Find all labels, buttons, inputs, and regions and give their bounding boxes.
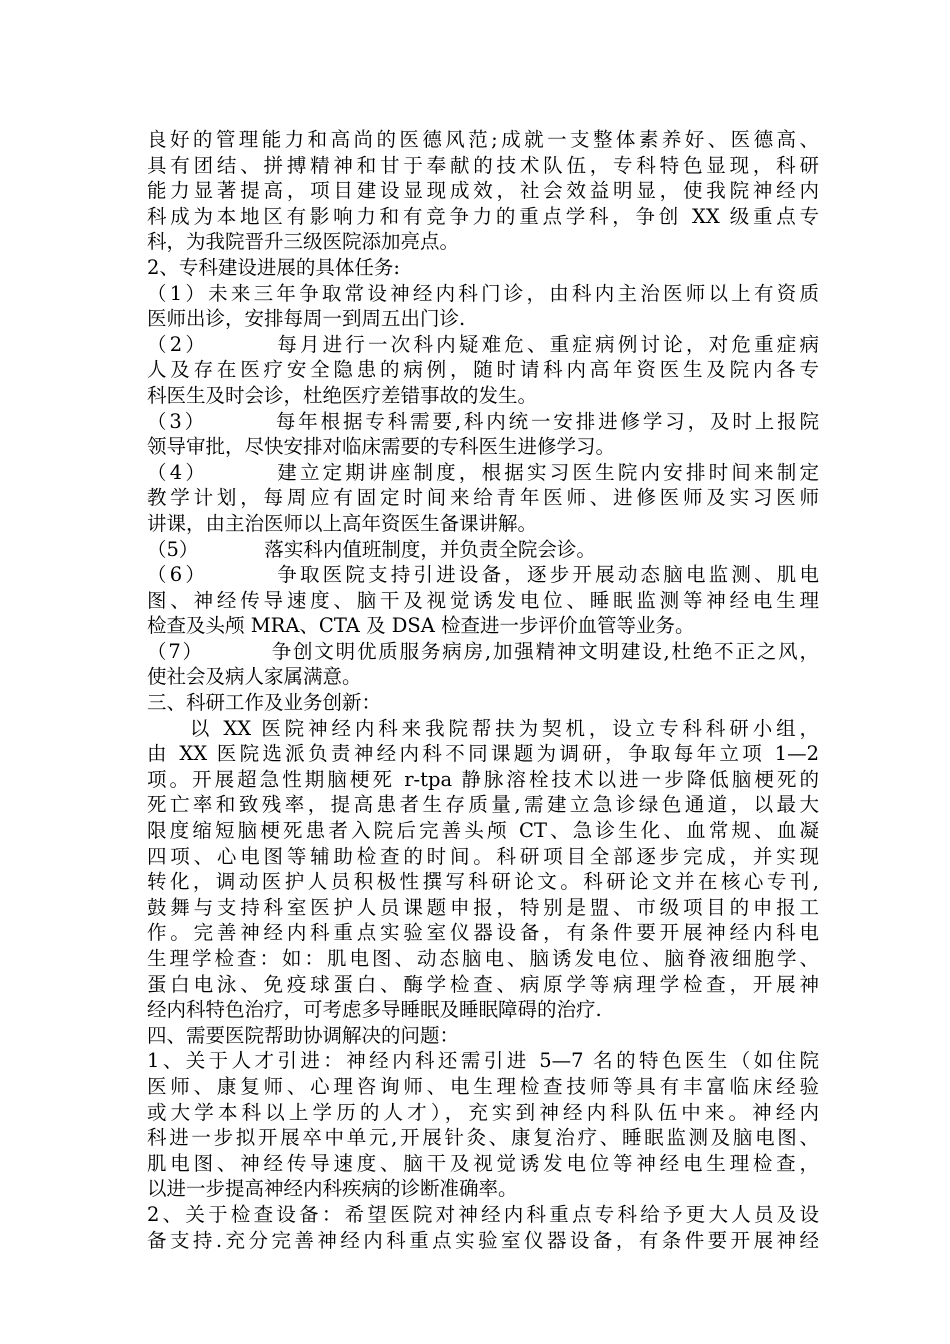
line-text: 检查及头颅 MRA、CTA 及 DSA 检查进一步评价血管等业务。 — [147, 614, 695, 638]
line-text: 转化，调动医护人员积极性撰写科研论文。科研论文并在核心专刊, — [147, 870, 819, 894]
line-text: 教学计划，每周应有固定时间来给青年医师、进修医师及实习医师 — [147, 486, 819, 510]
line-text: （1）未来三年争取常设神经内科门诊，由科内主治医师以上有资质 — [147, 281, 819, 305]
text-line — [147, 281, 819, 307]
item-number: （3） — [147, 409, 208, 433]
line-text: 肌电图、神经传导速度、脑干及视觉诱发电位等神经电生理检查， — [147, 1151, 819, 1175]
line-text: 由 XX 医院选派负责神经内科不同课题为调研，争取每年立项 1—2 — [147, 742, 819, 766]
text-line — [147, 1202, 819, 1228]
text-line — [147, 741, 819, 767]
text-line — [147, 920, 819, 946]
line-text: 经内科特色治疗，可考虑多导睡眠及睡眠障碍的治疗. — [147, 998, 602, 1022]
text-line — [147, 357, 819, 383]
item-number: （5） — [147, 537, 199, 561]
text-line — [147, 946, 819, 972]
text-line — [147, 460, 819, 486]
line-text: 2、专科建设进展的具体任务: — [147, 255, 400, 279]
text-line — [147, 690, 819, 716]
text-line — [147, 255, 819, 281]
text-line — [147, 818, 819, 844]
text-line — [147, 716, 819, 742]
item-number: （2） — [147, 332, 209, 356]
text-line — [147, 127, 819, 153]
document-body — [147, 127, 819, 1253]
text-line — [147, 537, 819, 563]
line-text: 建立定期讲座制度，根据实习医生院内安排时间来制定 — [274, 460, 819, 484]
line-text: 2、关于检查设备：希望医院对神经内科重点专科给予更大人员及设 — [147, 1202, 819, 1226]
text-line — [147, 1023, 819, 1049]
line-text: 使社会及病人家属满意。 — [147, 665, 362, 689]
item-number: （7） — [147, 639, 204, 663]
text-line — [147, 844, 819, 870]
text-line — [147, 332, 819, 358]
line-text: 以进一步提高神经内科疾病的诊断准确率。 — [147, 1177, 518, 1201]
text-line — [147, 562, 819, 588]
line-text: 科成为本地区有影响力和有竞争力的重点学科，争创 XX 级重点专 — [147, 204, 819, 228]
line-text: 或大学本科以上学历的人才），充实到神经内科队伍中来。神经内 — [147, 1100, 819, 1124]
text-line — [147, 1125, 819, 1151]
line-text: 科进一步拟开展卒中单元,开展针灸、康复治疗、睡眠监测及脑电图、 — [147, 1126, 819, 1150]
line-text: 限度缩短脑梗死患者入院后完善头颅 CT、急诊生化、血常规、血凝 — [147, 819, 819, 843]
text-line — [147, 792, 819, 818]
text-line — [147, 895, 819, 921]
text-line — [147, 639, 819, 665]
line-text: 三、科研工作及业务创新： — [147, 691, 382, 715]
line-text: 鼓舞与支持科室医护人员课题申报，特别是盟、市级项目的申报工 — [147, 895, 819, 919]
line-text: 四、需要医院帮助协调解决的问题： — [147, 1023, 460, 1047]
text-line — [147, 869, 819, 895]
text-line — [147, 1176, 819, 1202]
line-text: 每月进行一次科内疑难危、重症病例讨论，对危重症病 — [274, 332, 819, 356]
line-text: 图、神经传导速度、脑干及视觉诱发电位、睡眠监测等神经电生理 — [147, 588, 819, 612]
line-text: 具有团结、拼搏精神和甘于奉献的技术队伍，专科特色显现，科研 — [147, 153, 819, 177]
text-line — [147, 997, 819, 1023]
line-text: 死亡率和致残率，提高患者生存质量,需建立急诊绿色通道，以最大 — [147, 793, 819, 817]
text-line — [147, 511, 819, 537]
line-text: 作。完善神经内科重点实验室仪器设备，有条件要开展神经内科电 — [147, 921, 819, 945]
line-text: 生理学检查：如：肌电图、动态脑电、脑诱发电位、脑脊液细胞学、 — [147, 947, 819, 970]
text-line — [147, 1100, 819, 1126]
line-text: 能力显著提高，项目建设显现成效，社会效益明显，使我院神经内 — [147, 179, 819, 203]
line-text: 1、关于人才引进：神经内科还需引进 5—7 名的特色医生（如住院 — [147, 1049, 819, 1073]
text-line — [147, 153, 819, 179]
line-text: 四项、心电图等辅助检查的时间。科研项目全部逐步完成，并实现 — [147, 844, 819, 868]
item-number: （4） — [147, 460, 209, 484]
line-text: 良好的管理能力和高尚的医德风范;成就一支整体素养好、医德高、 — [147, 128, 819, 151]
line-text: 医师、康复师、心理咨询师、电生理检查技师等具有丰富临床经验 — [147, 1074, 819, 1098]
text-line — [147, 178, 819, 204]
text-line — [147, 588, 819, 614]
item-number: （6） — [147, 563, 209, 587]
text-line — [147, 1048, 819, 1074]
text-line — [147, 972, 819, 998]
text-line — [147, 383, 819, 409]
line-text: 领导审批，尽快安排对临床需要的专科医生进修学习。 — [147, 435, 616, 459]
text-line — [147, 434, 819, 460]
text-line — [147, 204, 819, 230]
line-text: 项。开展超急性期脑梗死 r-tpa 静脉溶栓技术以进一步降低脑梗死的 — [147, 767, 819, 791]
text-line — [147, 306, 819, 332]
text-line — [147, 664, 819, 690]
line-text: 以 XX 医院神经内科来我院帮扶为契机，设立专科科研小组， — [186, 716, 819, 740]
line-text: 蛋白电泳、免疫球蛋白、酶学检查、病原学等病理学检查，开展神 — [147, 972, 819, 996]
line-text: 争取医院支持引进设备，逐步开展动态脑电监测、肌电 — [274, 563, 819, 587]
line-text: 备支持.充分完善神经内科重点实验室仪器设备，有条件要开展神经 — [147, 1228, 819, 1252]
line-text: 科医生及时会诊，杜绝医疗差错事故的发生。 — [147, 383, 538, 407]
text-line — [147, 229, 819, 255]
text-line — [147, 1074, 819, 1100]
text-line — [147, 1228, 819, 1254]
text-line — [147, 485, 819, 511]
text-line — [147, 767, 819, 793]
line-text: 落实科内值班制度，并负责全院会诊。 — [264, 537, 596, 561]
line-text: 争创文明优质服务病房,加强精神文明建设,杜绝不正之风， — [269, 639, 819, 663]
line-text: 科，为我院晋升三级医院添加亮点。 — [147, 230, 460, 254]
line-text: 讲课，由主治医师以上高年资医生备课讲解。 — [147, 511, 538, 535]
text-line — [147, 409, 819, 435]
text-line — [147, 613, 819, 639]
line-text: 人及存在医疗安全隐患的病例，随时请科内高年资医生及院内各专 — [147, 358, 819, 382]
text-line — [147, 1151, 819, 1177]
line-text: 每年根据专科需要,科内统一安排进修学习，及时上报院 — [273, 409, 819, 433]
line-text: 医师出诊，安排每周一到周五出门诊. — [147, 307, 466, 331]
